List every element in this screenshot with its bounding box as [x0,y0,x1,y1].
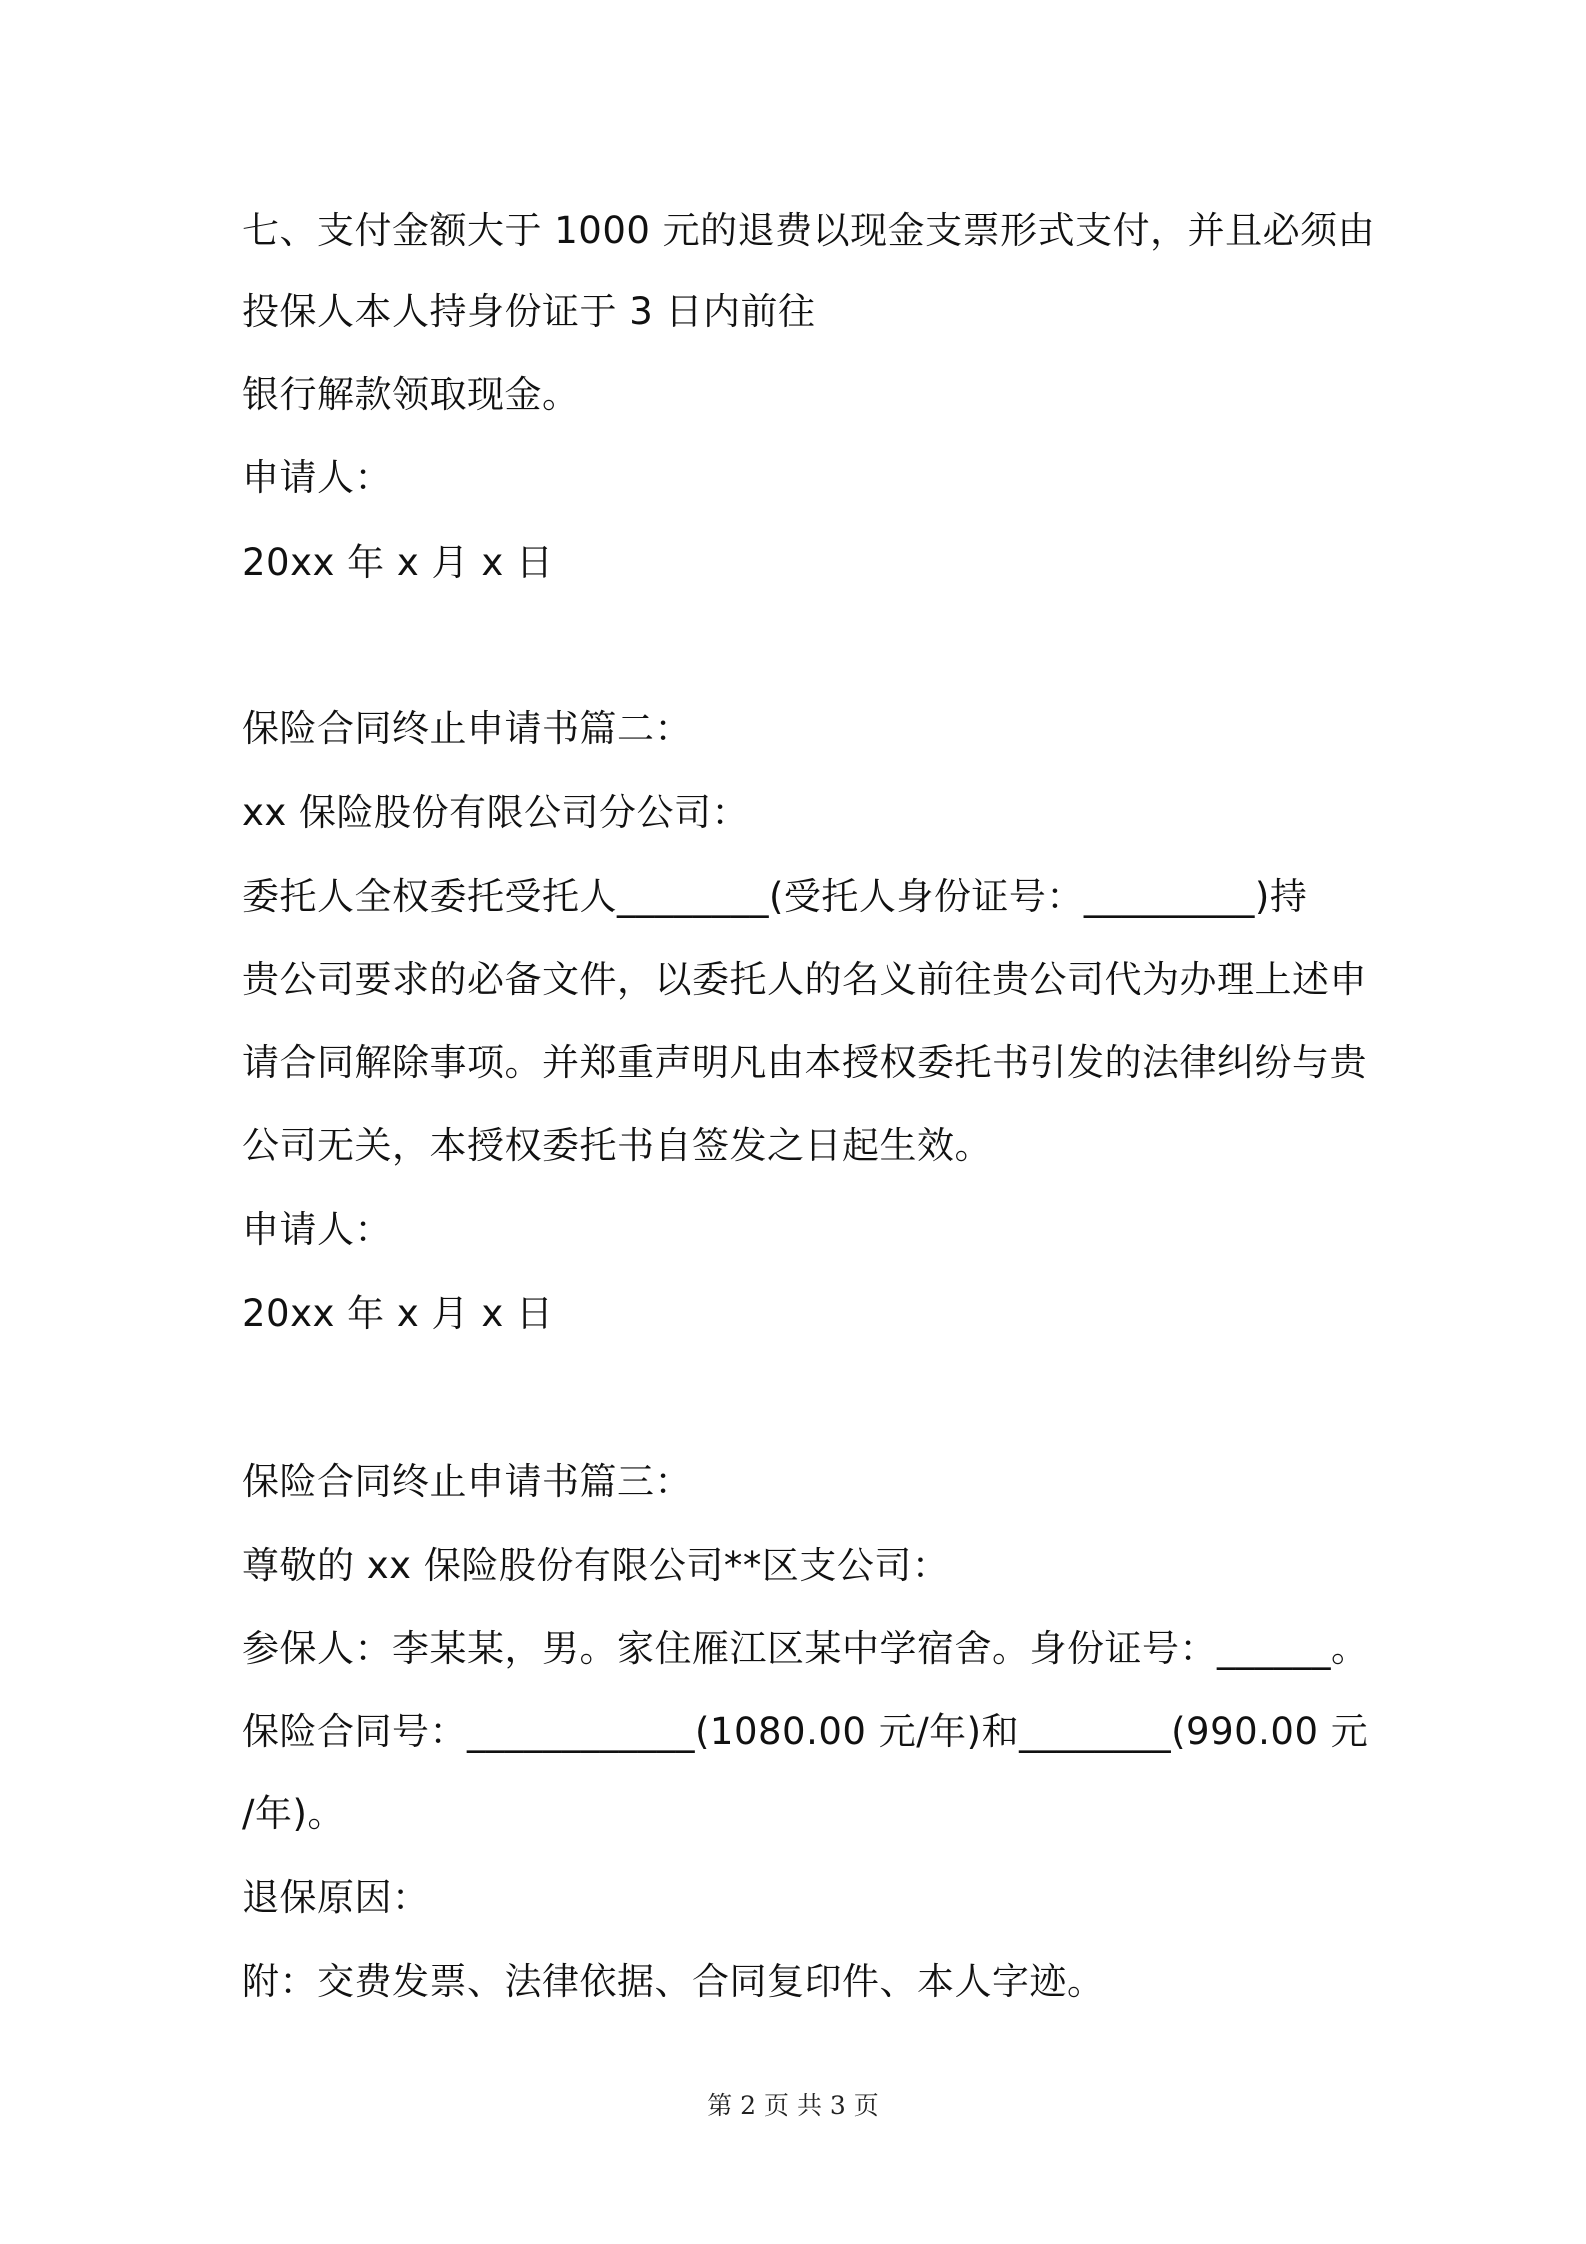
applicant-label: 申请人： [242,1208,392,1251]
page-number-footer: 第 2 页 共 3 页 [707,2091,879,2120]
authorization-line-1: 委托人全权委托受托人________(受托人身份证号：_________)持 [242,875,1308,918]
authorization-line-3: 请合同解除事项。并郑重声明凡由本授权委托书引发的法律纠纷与贵 [242,1041,1367,1084]
paragraph-item-seven-line-3: 银行解款领取现金。 [242,373,580,416]
authorization-line-4: 公司无关，本授权委托书自签发之日起生效。 [242,1124,992,1167]
date-line: 20xx 年 x 月 x 日 [242,541,554,584]
attachments-line: 附：交费发票、法律依据、合同复印件、本人字迹。 [242,1960,1105,2003]
contract-number-line-2: /年)。 [242,1792,345,1835]
authorization-line-2: 贵公司要求的必备文件，以委托人的名义前往贵公司代为办理上述申 [242,958,1367,1001]
section-heading-part-two: 保险合同终止申请书篇二： [242,707,692,750]
paragraph-item-seven-line-1: 七、支付金额大于 1000 元的退费以现金支票形式支付，并且必须由 [242,209,1376,252]
section-heading-part-three: 保险合同终止申请书篇三： [242,1460,692,1503]
insured-person-info: 参保人：李某某，男。家住雁江区某中学宿舍。身份证号：______。 [242,1627,1369,1670]
paragraph-item-seven-line-2: 投保人本人持身份证于 3 日内前往 [242,290,816,333]
date-line: 20xx 年 x 月 x 日 [242,1292,554,1335]
addressee-district-branch: 尊敬的 xx 保险股份有限公司**区支公司： [242,1544,950,1587]
applicant-label: 申请人： [242,456,392,499]
contract-number-line-1: 保险合同号：____________(1080.00 元/年)和________(990.00 元 [242,1710,1369,1753]
surrender-reason-label: 退保原因： [242,1876,430,1919]
addressee-branch: xx 保险股份有限公司分公司： [242,791,750,834]
